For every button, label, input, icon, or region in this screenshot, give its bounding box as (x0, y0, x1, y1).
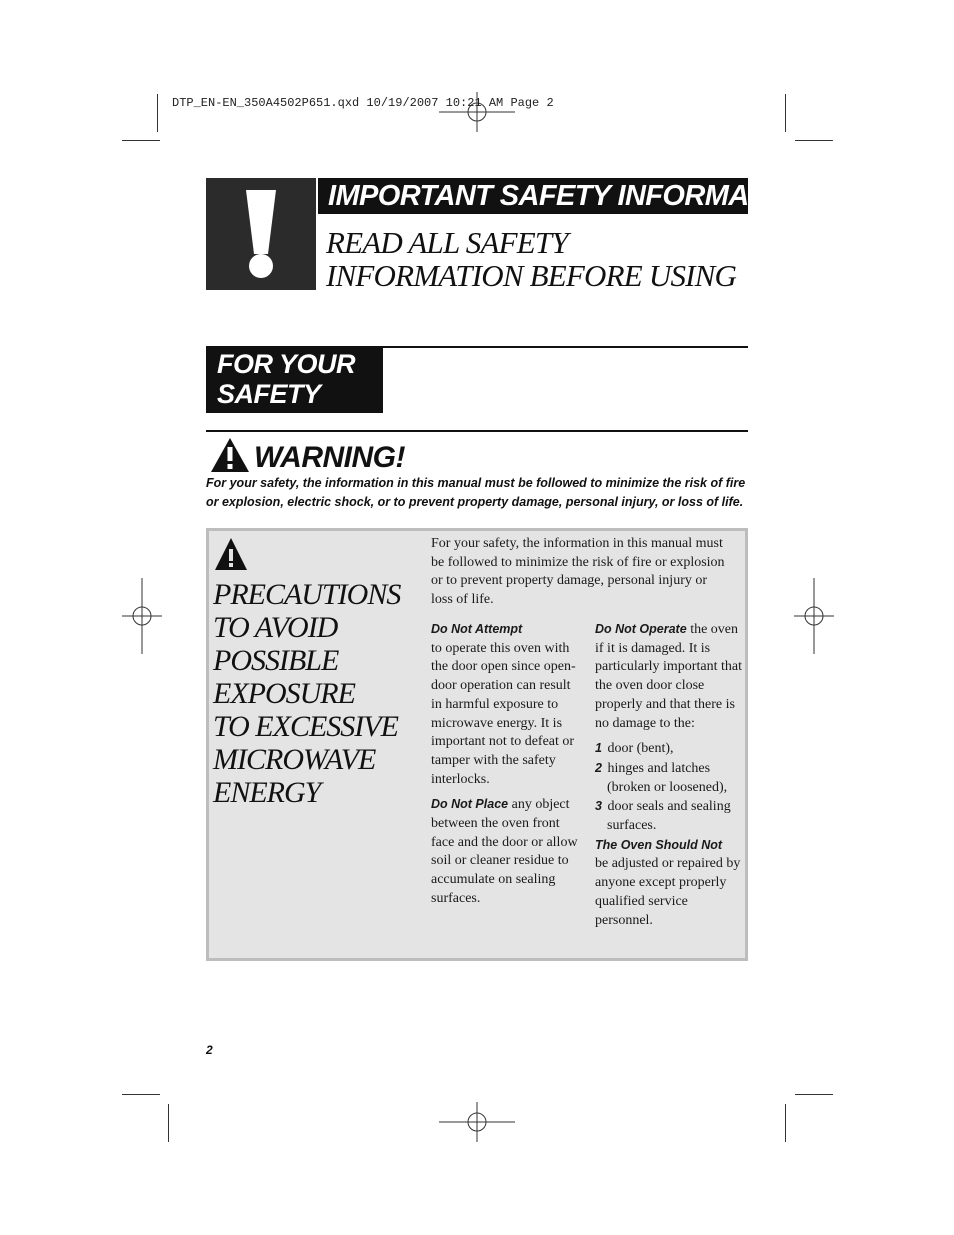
warning-body: For your safety, the information in this manual must be followed to minimize the risk of fire or explosion, electric shock, or to prevent property damage, personal injury, or loss of life. (206, 476, 746, 509)
do-not-attempt-lead: Do Not Attempt (431, 622, 523, 636)
registration-mark-left (122, 578, 162, 654)
section-rule-bottom (206, 430, 748, 432)
precautions-title: PRECAUTIONS TO AVOID POSSIBLE EXPOSURE TO EXCESSIVE MICROWAVE ENERGY (213, 578, 401, 809)
do-not-place-text: any object between the oven front face and the door or allow soil or cleaner residue to accumulate on sealing surfaces. (431, 797, 578, 906)
registration-mark-right (794, 578, 834, 654)
warning-label: WARNING! (254, 441, 405, 474)
list-item: 1 door (bent), (595, 741, 674, 757)
do-not-operate-lead: Do Not Operate (595, 622, 687, 636)
exclamation-box (206, 178, 316, 290)
warning-triangle-icon (210, 437, 250, 477)
precautions-intro: For your safety, the information in this manual must be followed to minimize the risk of fire or explosion or to prevent property damage, personal injury or loss of life. (431, 536, 725, 608)
oven-should-not-text: be adjusted or repaired by anyone except properly qualified service personnel. (595, 856, 741, 928)
list-item: 3 door seals and sealing surfaces. (595, 799, 731, 834)
oven-should-not-paragraph (595, 836, 745, 931)
precautions-column-right (595, 620, 745, 936)
page-number: 2 (206, 1043, 213, 1057)
precautions-column-left (431, 620, 581, 915)
exclamation-icon (206, 178, 316, 290)
page-title: IMPORTANT SAFETY INFORMATION (318, 178, 748, 214)
do-not-attempt-paragraph (431, 620, 581, 789)
do-not-place-paragraph (431, 795, 581, 908)
do-not-place-lead: Do Not Place (431, 797, 509, 812)
oven-should-not-lead: The Oven Should Not (595, 837, 723, 852)
precaution-warning-icon (214, 536, 250, 572)
section-title: FOR YOUR SAFETY (206, 346, 383, 413)
page-subtitle: READ ALL SAFETY INFORMATION BEFORE USING (326, 225, 737, 293)
do-not-operate-text: the oven if it is damaged. It is particularly important that the oven door close properly and that there is no damage to the: (595, 622, 742, 731)
file-slug: DTP_EN-EN_350A4502P651.qxd 10/19/2007 10:21 AM Page 2 (172, 96, 554, 110)
list-item: 2 hinges and latches (broken or loosened), (595, 760, 728, 795)
registration-mark-bottom (439, 1102, 515, 1142)
do-not-attempt-text: to operate this oven with the door open since open-door operation can result in harmful exposure to microwave energy. It is important not to defeat or tamper with the safety interlocks. (431, 640, 576, 787)
do-not-operate-paragraph (595, 620, 745, 733)
